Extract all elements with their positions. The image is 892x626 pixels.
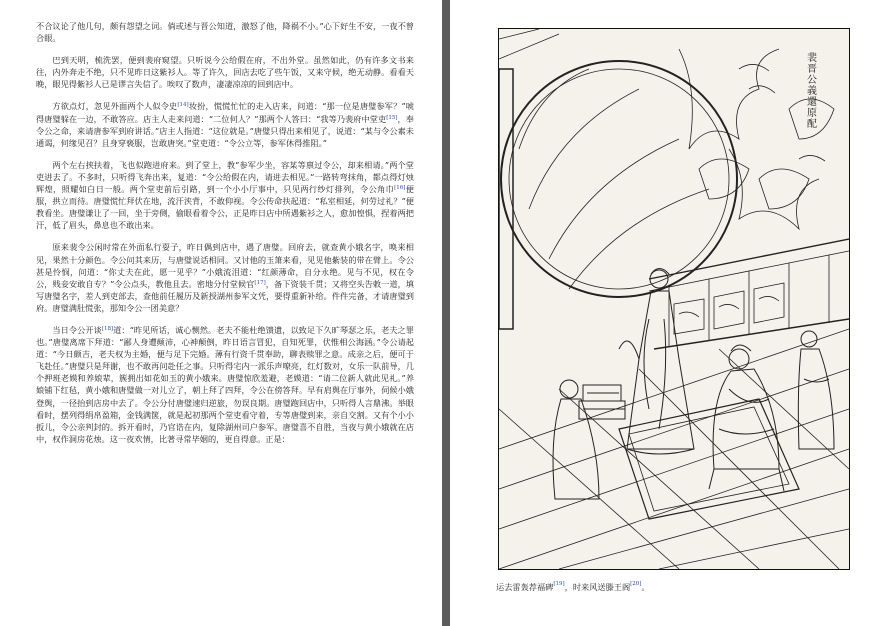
- text-run: ，时来风送滕王阁: [564, 582, 631, 592]
- footnote-ref-link[interactable]: [18]: [101, 325, 114, 332]
- footnote-ref-link[interactable]: [15]: [386, 114, 398, 121]
- paragraph: [36, 100, 414, 148]
- text-run: 。: [641, 582, 650, 592]
- figure-attendant: [798, 331, 834, 449]
- text-run: 不合议论了他几句，颇有怨望之词。倘或述与晋公知道，激怒了他，降祸不小。”心下好生不安，一夜不曾合眼。: [36, 21, 414, 44]
- text-run: 便服，拱立而待。唐璧慌忙拜伏在地，流汗浃背，不敢仰视。令公传命扶起道：“私室相延，何劳过礼？”便教看坐。唐璧谦让了一回，坐于旁侧，偷眼看着令公，正是昨日店中所遇紫衫之人，愈加惶惧，捏着两把汗，低了眉头，鼻息也不敢出来。: [36, 184, 414, 231]
- illustration-caption: [496, 582, 866, 593]
- text-run: 妆扮，慌慌忙忙的走入店来，问道：“那一位是唐璧参军？”唬得唐璧躲在一边，不敢答应。店主人走来问道：“二位何人？”那两个人答曰：“我等乃裴府中堂吏: [36, 101, 414, 124]
- footnote-ref-link[interactable]: [16]: [394, 185, 406, 192]
- figure-official: [709, 345, 784, 491]
- text-run: 原来裴令公闲时常在外面私行耍子，昨日偶到店中，遇了唐璧。回府去，就查黄小娥名字，唤来相见，果然十分颜色。令公问其来历，与唐璧说话相同。又讨他的玉箫来看，见见他紫装的带在臂上。令公甚是怜悯，问道：“你丈夫在此，愿一见乎？”小娥流泪道：“红颜薄命，自分永绝。见与不见，权在令公，贱妾安敢自专？”令公点头，教他且去。密地分付堂候官: [36, 242, 414, 289]
- paragraph: [36, 54, 414, 90]
- text-run: 巴到天明，梳洗罢，便到裴府窥望。只听说今公给假在府，不出外堂。虽然如此，仍有许多文书来往，内外奔走不绝，只不见昨日这紫衫人。等了许久，回店去吃了些午饭，又来守候，绝无动静。看看天晚，眼见得紫衫人已是谬言失信了。唉叹了数声，凄凄凉凉的回到店中。: [36, 55, 414, 90]
- text-run: 运去雷轰荐福碑: [496, 582, 554, 592]
- paragraph: [36, 159, 414, 232]
- page-gutter: [442, 0, 450, 626]
- text-run: 两个左右挟扶着，飞也似跑进府来。到了堂上，教“参军少坐，容某等禀过令公，却来相请。”两个堂吏进去了。不多时，只听得飞奔出来，复道：“令公给假在内，请进去相见。”一路转弯抹角，都点得灯烛辉煌，照耀如白日一般。两个堂吏前后引路，到一个小小厅事中，只见两行纱灯排列，令公角巾: [36, 159, 414, 195]
- text-run: 当日令公开谈: [52, 324, 102, 335]
- footnote-ref-link[interactable]: [19]: [553, 581, 565, 587]
- figure-servant: [553, 380, 625, 499]
- text-run: 道：“昨见所话，诚心恻然。老夫不能杜绝馈遗，以致足下久旷琴瑟之乐，老夫之罪也。”唐璧离席下拜道：“鄙人身遭颠沛，心神颠倒，昨日语言冒犯，自知死罪，伏惟相公海涵。”令公请起道：“今日颇吉，老夫权为主婚，便与足下完婚。薄有行资千贯奉助，聊表赎罪之意。成亲之后，便可于飞赴任。”唐璧只是拜谢，也不敢再问赴任之事。只听得宅内一派乐声嘹亮，红灯数对，女乐一队前导，几个押班老嫫和养娘辈，簇拥出如花如玉的黄小娥来。唐璧惊欣羞避，老嫫道：“请二位新人就此见礼。”养娘铺下红毡，黄小娥和唐璧做一对儿立了，朝上拜了四拜，令公在傍答拜。早有肩舆在厅事外，伺候小娥登舆，一径抬到店房中去了。令公分付唐璧速归逆旅，勿误良期。唐璧跑回店中，只听得人言鼎沸。举眼看时，摆列得绢帛盈箱，金钱满箧，就是起初那两个堂吏看守着，专等唐璧到来，亲自交割。又有个小小扳儿，令公亲判封的。拆开看时，乃官诰在内，复除湖州司户参军。唐璧喜不自胜，当夜与黄小娥就在店中，权作洞房花烛。这一夜欢情，比著寻常毕姻的，更自得意。正是：: [36, 324, 414, 444]
- text-run: ，奉令公之命，来请唐参军到府讲话。”店主人指道：“这位就是。”唐璧只得出来相见了，说道：“某与令公素未通谒，何缘见召？且身穿亵服，岂敢唐突。”堂吏道：“令公立等，参军休得推阻。”: [36, 113, 414, 148]
- paragraph: [36, 324, 414, 445]
- paragraph: [36, 241, 414, 314]
- footnote-ref-link[interactable]: [17]: [254, 279, 266, 286]
- woodblock-illustration: [498, 28, 850, 570]
- text-run: ，备下资装千贯；又将空头告敕一道，填写唐璧名字，差人到吏部去，查他前任履历及新授湖州参军文凭，要得重新补给。件件完备，才请唐璧到府。唐璧满肚慌张，那知令公一团美意？: [36, 278, 414, 313]
- text-run: 方欲点灯，忽见外面两个人似令史: [52, 101, 178, 112]
- illustration-drawing: [499, 29, 849, 569]
- illustration-title: 裴晋公義還原配: [807, 53, 817, 130]
- body-text: [36, 20, 414, 455]
- paragraph: [36, 20, 414, 44]
- footnote-ref-link[interactable]: [14]: [177, 102, 189, 109]
- balustrade: [649, 239, 849, 349]
- right-page: [450, 0, 892, 626]
- footnote-ref-link[interactable]: [20]: [630, 581, 642, 587]
- left-page: [0, 0, 442, 626]
